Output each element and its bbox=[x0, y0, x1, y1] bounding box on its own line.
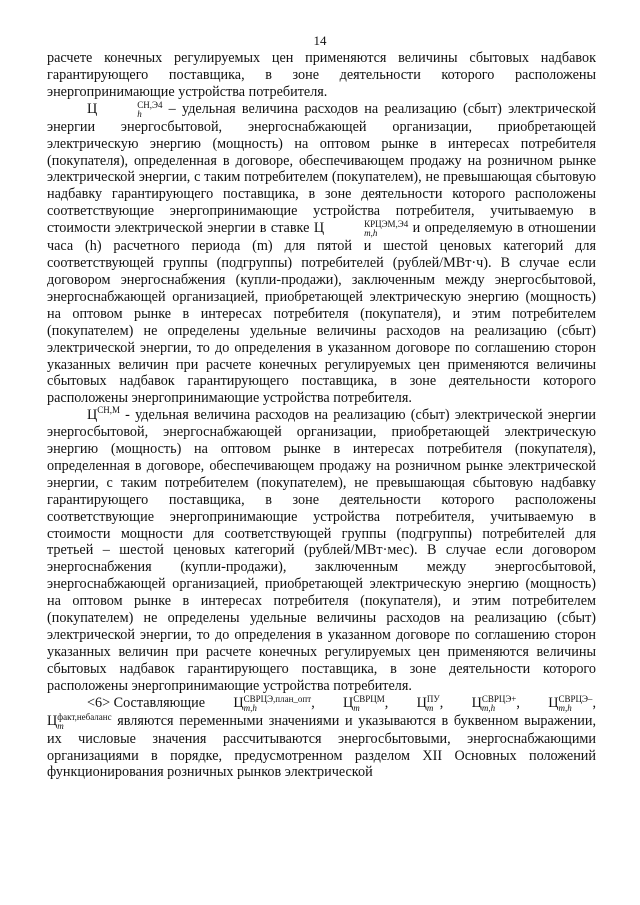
formula-4: Ц СВРЦЭ+ m,h , bbox=[471, 693, 520, 713]
formula-index: СН,Э4 h bbox=[137, 99, 163, 119]
footnote-6-text: Ц факт,небаланс m являются переменными значениями и указываются в буквенном выражении, их числовые значения рассчитываются энергосбытовыми, энергоснабжающими организациями в порядке, предусмотренном разделом XII Основных положений функционирования розничных рынков электрической bbox=[47, 711, 596, 781]
formula-6: Ц факт,небаланс m bbox=[47, 711, 112, 731]
footnote-6-formula-line bbox=[47, 695, 596, 713]
document-body bbox=[47, 50, 596, 781]
footnote-lead: <6> Составляющие bbox=[87, 694, 206, 711]
page-number: 14 bbox=[313, 33, 327, 48]
symbol-c: Ц bbox=[87, 407, 98, 424]
formula-2: Ц СВРЦМ m , bbox=[343, 693, 389, 713]
symbol-c: Ц bbox=[87, 100, 98, 117]
formula-5: Ц СВРЦЭ– m,h , bbox=[548, 693, 596, 713]
formula-index: КРЦЭМ,Э4 m,h bbox=[364, 219, 409, 239]
formula-3: Ц ПУ m , bbox=[416, 693, 444, 713]
paragraph-continuation: расчете конечных регулируемых цен применяются величины сбытовых надбавок гарантирующего поставщика, в зоне деятельности которого расположены энергопринимающие устройства потребителя. bbox=[47, 50, 596, 100]
symbol-c: Ц bbox=[313, 220, 325, 237]
formula-1: Ц СВРЦЭ,план_опт m,h , bbox=[233, 693, 315, 713]
paragraph-cn-m: $Ц^{СН,М}$ - удельная величина расходов на реализацию (сбыт) электрической энергии энергосбытовой, энергоснабжающей организации, приобретающей электрическую энергию (мощность) на оптовом рынке в интересах потребителя (покупателя), определенная в договоре, обеспечивающем продажу на розничном рынке электрической энергии, с таким потребителем (покупателем), не превышающая сбытовую надбавку гарантирующего поставщика, в зоне деятельности которого расположены соответствующие энергопринимающие устройства потребителя, учитываемую в стоимости мощности для соответствующей группы (подгруппы) потребителей для третьей – шестой ценовых категорий (рублей/МВт·мес). В случае если договором энергоснабжения (купли-продажи), заключенным между энергосбытовой, энергоснабжающей организацией, приобретающей электрическую энергию (мощность) на оптовом рынке в интересах потребителя (покупателя), и этим потребителем (покупателем) не определены удельные величины расходов на реализацию (сбыт) электрической энергии, то до определения в указанном договоре по соглашению сторон указанных величин при расчете конечных регулируемых цен применяются величины сбытовых надбавок гарантирующего поставщика, в зоне деятельности которого расположены энергопринимающие устройства потребителя. bbox=[47, 405, 596, 694]
paragraph-cn-e4: Ц СН,Э4 h – удельная величина расходов на реализацию (сбыт) электрической энергии энергосбытовой, энергоснабжающей организации, приобретающей электрическую энергию (мощность) на оптовом рынке в интересах потребителя (покупателя), определенная в договоре, обеспечивающем продажу на розничном рынке электрической энергии, с таким потребителем (покупателем), не превышающая сбытовую надбавку гарантирующего поставщика, в зоне деятельности которого расположены соответствующие энергопринимающие устройства потребителя, учитываемую в стоимости электрической энергии в ставке Ц КРЦЭМ,Э4 m,h и определяемую в отношении часа (h) расчетного периода (m) для пятой и шестой ценовых категорий для соответствующей группы (подгруппы) потребителей (рублей/МВт·ч). В случае если договором энергоснабжения (купли-продажи), заключенным между энергосбытовой, энергоснабжающей организацией, приобретающей электрическую энергию (мощность) на оптовом рынке в интересах потребителя (покупателя), и этим потребителем (покупателем) не определены удельные величины расходов на реализацию (сбыт) электрической энергии, то до определения в указанном договоре по соглашению сторон указанных величин при расчете конечных регулируемых цен применяются величины сбытовых надбавок гарантирующего поставщика, в зоне деятельности которого расположены энергопринимающие устройства потребителя. bbox=[47, 99, 596, 407]
formula-index: СН,М bbox=[97, 405, 121, 416]
